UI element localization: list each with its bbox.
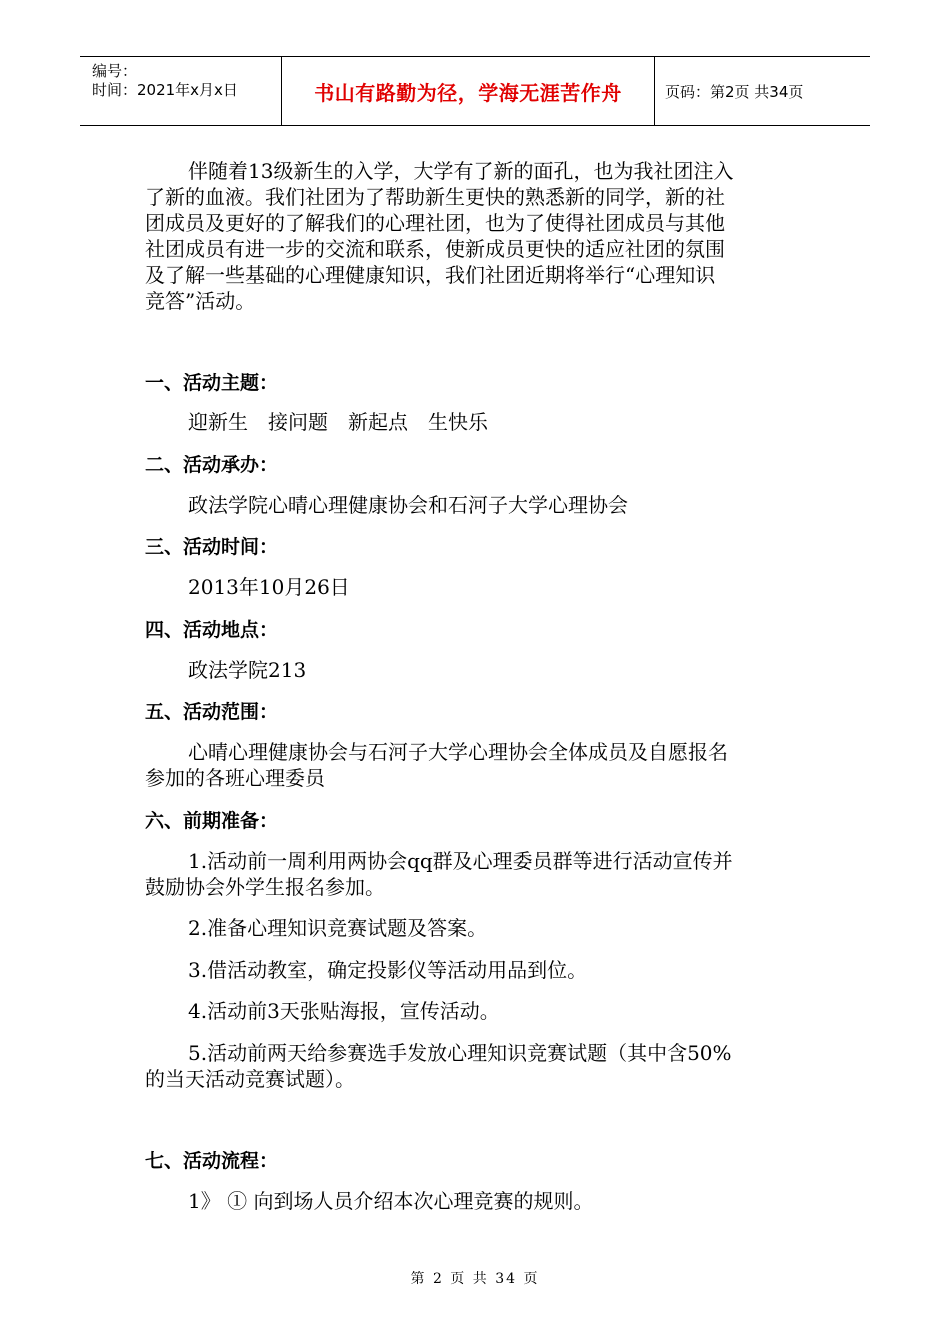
preparation-item: 1.活动前一周利用两协会qq群及心理委员群等进行活动宣传并 — [188, 849, 733, 873]
section-text-scope: 心晴心理健康协会与石河子大学心理协会全体成员及自愿报名 — [188, 740, 728, 764]
section-heading-location: 四、活动地点： — [145, 619, 279, 641]
intro-line: 团成员及更好的了解我们的心理社团，也为了使得社团成员与其他 — [145, 211, 725, 235]
document-time-label: 时间：2021年x月x日 — [92, 81, 238, 99]
preparation-item: 2.准备心理知识竞赛试题及答案。 — [188, 916, 488, 940]
preparation-item: 4.活动前3天张贴海报，宣传活动。 — [188, 999, 500, 1023]
section-heading-preparation: 六、前期准备： — [145, 810, 279, 832]
intro-line: 社团成员有进一步的交流和联系，使新成员更快的适应社团的氛围 — [145, 237, 725, 261]
process-item: 1》 ① 向到场人员介绍本次心理竞赛的规则。 — [188, 1189, 594, 1213]
section-heading-scope: 五、活动范围： — [145, 701, 279, 723]
section-heading-organizer: 二、活动承办： — [145, 454, 279, 476]
section-heading-theme: 一、活动主题： — [145, 372, 279, 394]
header-motto: 书山有路勤为径，学海无涯苦作舟 — [282, 57, 655, 125]
document-number-label: 编号： — [92, 62, 138, 80]
section-text-theme: 迎新生 接问题 新起点 生快乐 — [188, 410, 488, 434]
section-text-location: 政法学院213 — [188, 658, 307, 682]
document-header — [80, 56, 870, 126]
section-text-organizer: 政法学院心晴心理健康协会和石河子大学心理协会 — [188, 493, 628, 517]
header-page-info: 页码：第2页 共34页 — [665, 82, 804, 101]
section-text-scope: 参加的各班心理委员 — [145, 766, 325, 790]
preparation-item: 的当天活动竞赛试题）。 — [145, 1067, 355, 1091]
header-meta-cell — [80, 57, 282, 125]
section-heading-process: 七、活动流程： — [145, 1150, 279, 1172]
intro-line: 及了解一些基础的心理健康知识，我们社团近期将举行“心理知识 — [145, 263, 716, 287]
intro-line: 伴随着13级新生的入学，大学有了新的面孔，也为我社团注入 — [188, 159, 734, 183]
preparation-item: 鼓励协会外学生报名参加。 — [145, 875, 385, 899]
section-heading-time: 三、活动时间： — [145, 536, 279, 558]
intro-line: 竞答”活动。 — [145, 289, 256, 313]
section-text-time: 2013年10月26日 — [188, 575, 350, 599]
page-footer: 第 2 页 共 34 页 — [410, 1271, 540, 1287]
preparation-item: 5.活动前两天给参赛选手发放心理知识竞赛试题（其中含50% — [188, 1041, 732, 1065]
intro-line: 了新的血液。我们社团为了帮助新生更快的熟悉新的同学，新的社 — [145, 185, 725, 209]
preparation-item: 3.借活动教室，确定投影仪等活动用品到位。 — [188, 958, 588, 982]
